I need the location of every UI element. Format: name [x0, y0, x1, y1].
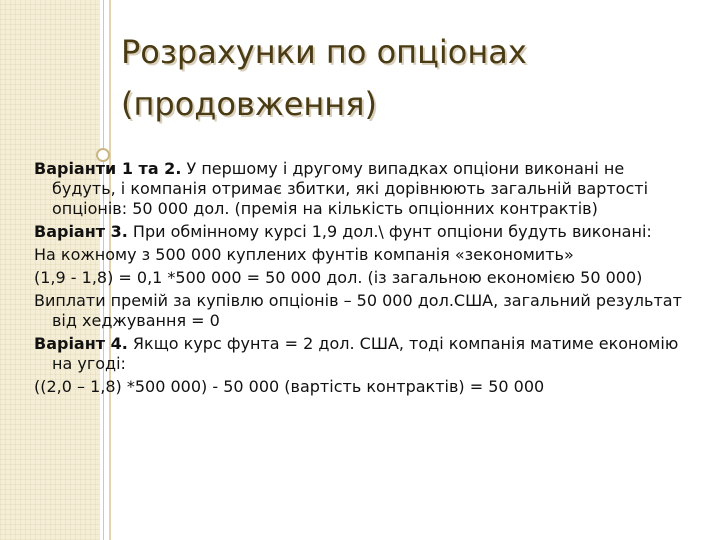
slide-title: [121, 26, 681, 130]
paragraph-text: У першому і другому випадках опціони виконані не будуть, і компанія отримає збитки, які дорівнюють загальній вартості опціонів: 50 000 дол. (премія на кількість опціонних контрактів): [52, 159, 649, 218]
slide-title-line-1: Розрахунки по опціонах: [121, 33, 527, 71]
paragraph-final-calculation: [34, 377, 684, 397]
paragraph-text: На кожному з 500 000 куплених фунтів компанія «зекономить»: [34, 245, 574, 264]
slide-title-line-2: (продовження): [121, 85, 377, 123]
paragraph-bold-lead: Варіант 3.: [34, 222, 128, 241]
paragraph-variant-4: [34, 334, 684, 374]
paragraph-variants-1-2: [34, 159, 684, 219]
paragraph-text: Якщо курс фунта = 2 дол. США, тоді компанія матиме економію на угоді:: [52, 334, 679, 373]
paragraph-premium-payments: [34, 291, 684, 331]
paragraph-text: При обмінному курсі 1,9 дол.\ фунт опціони будуть виконані:: [127, 222, 652, 241]
paragraph-bold-lead: Варіанти 1 та 2.: [34, 159, 182, 178]
slide-body: [34, 159, 684, 400]
paragraph-bold-lead: Варіант 4.: [34, 334, 128, 353]
paragraph-text: ((2,0 – 1,8) *500 000) - 50 000 (вартість контрактів) = 50 000: [34, 377, 545, 396]
paragraph-text: (1,9 - 1,8) = 0,1 *500 000 = 50 000 дол. (із загальною економією 50 000): [34, 268, 643, 287]
paragraph-variant-3: [34, 222, 684, 242]
paragraph-text: Виплати премій за купівлю опціонів – 50 000 дол.США, загальний результат від хеджування = 0: [34, 291, 682, 330]
paragraph-savings-per-pound: [34, 245, 684, 265]
paragraph-savings-calculation: [34, 268, 684, 288]
